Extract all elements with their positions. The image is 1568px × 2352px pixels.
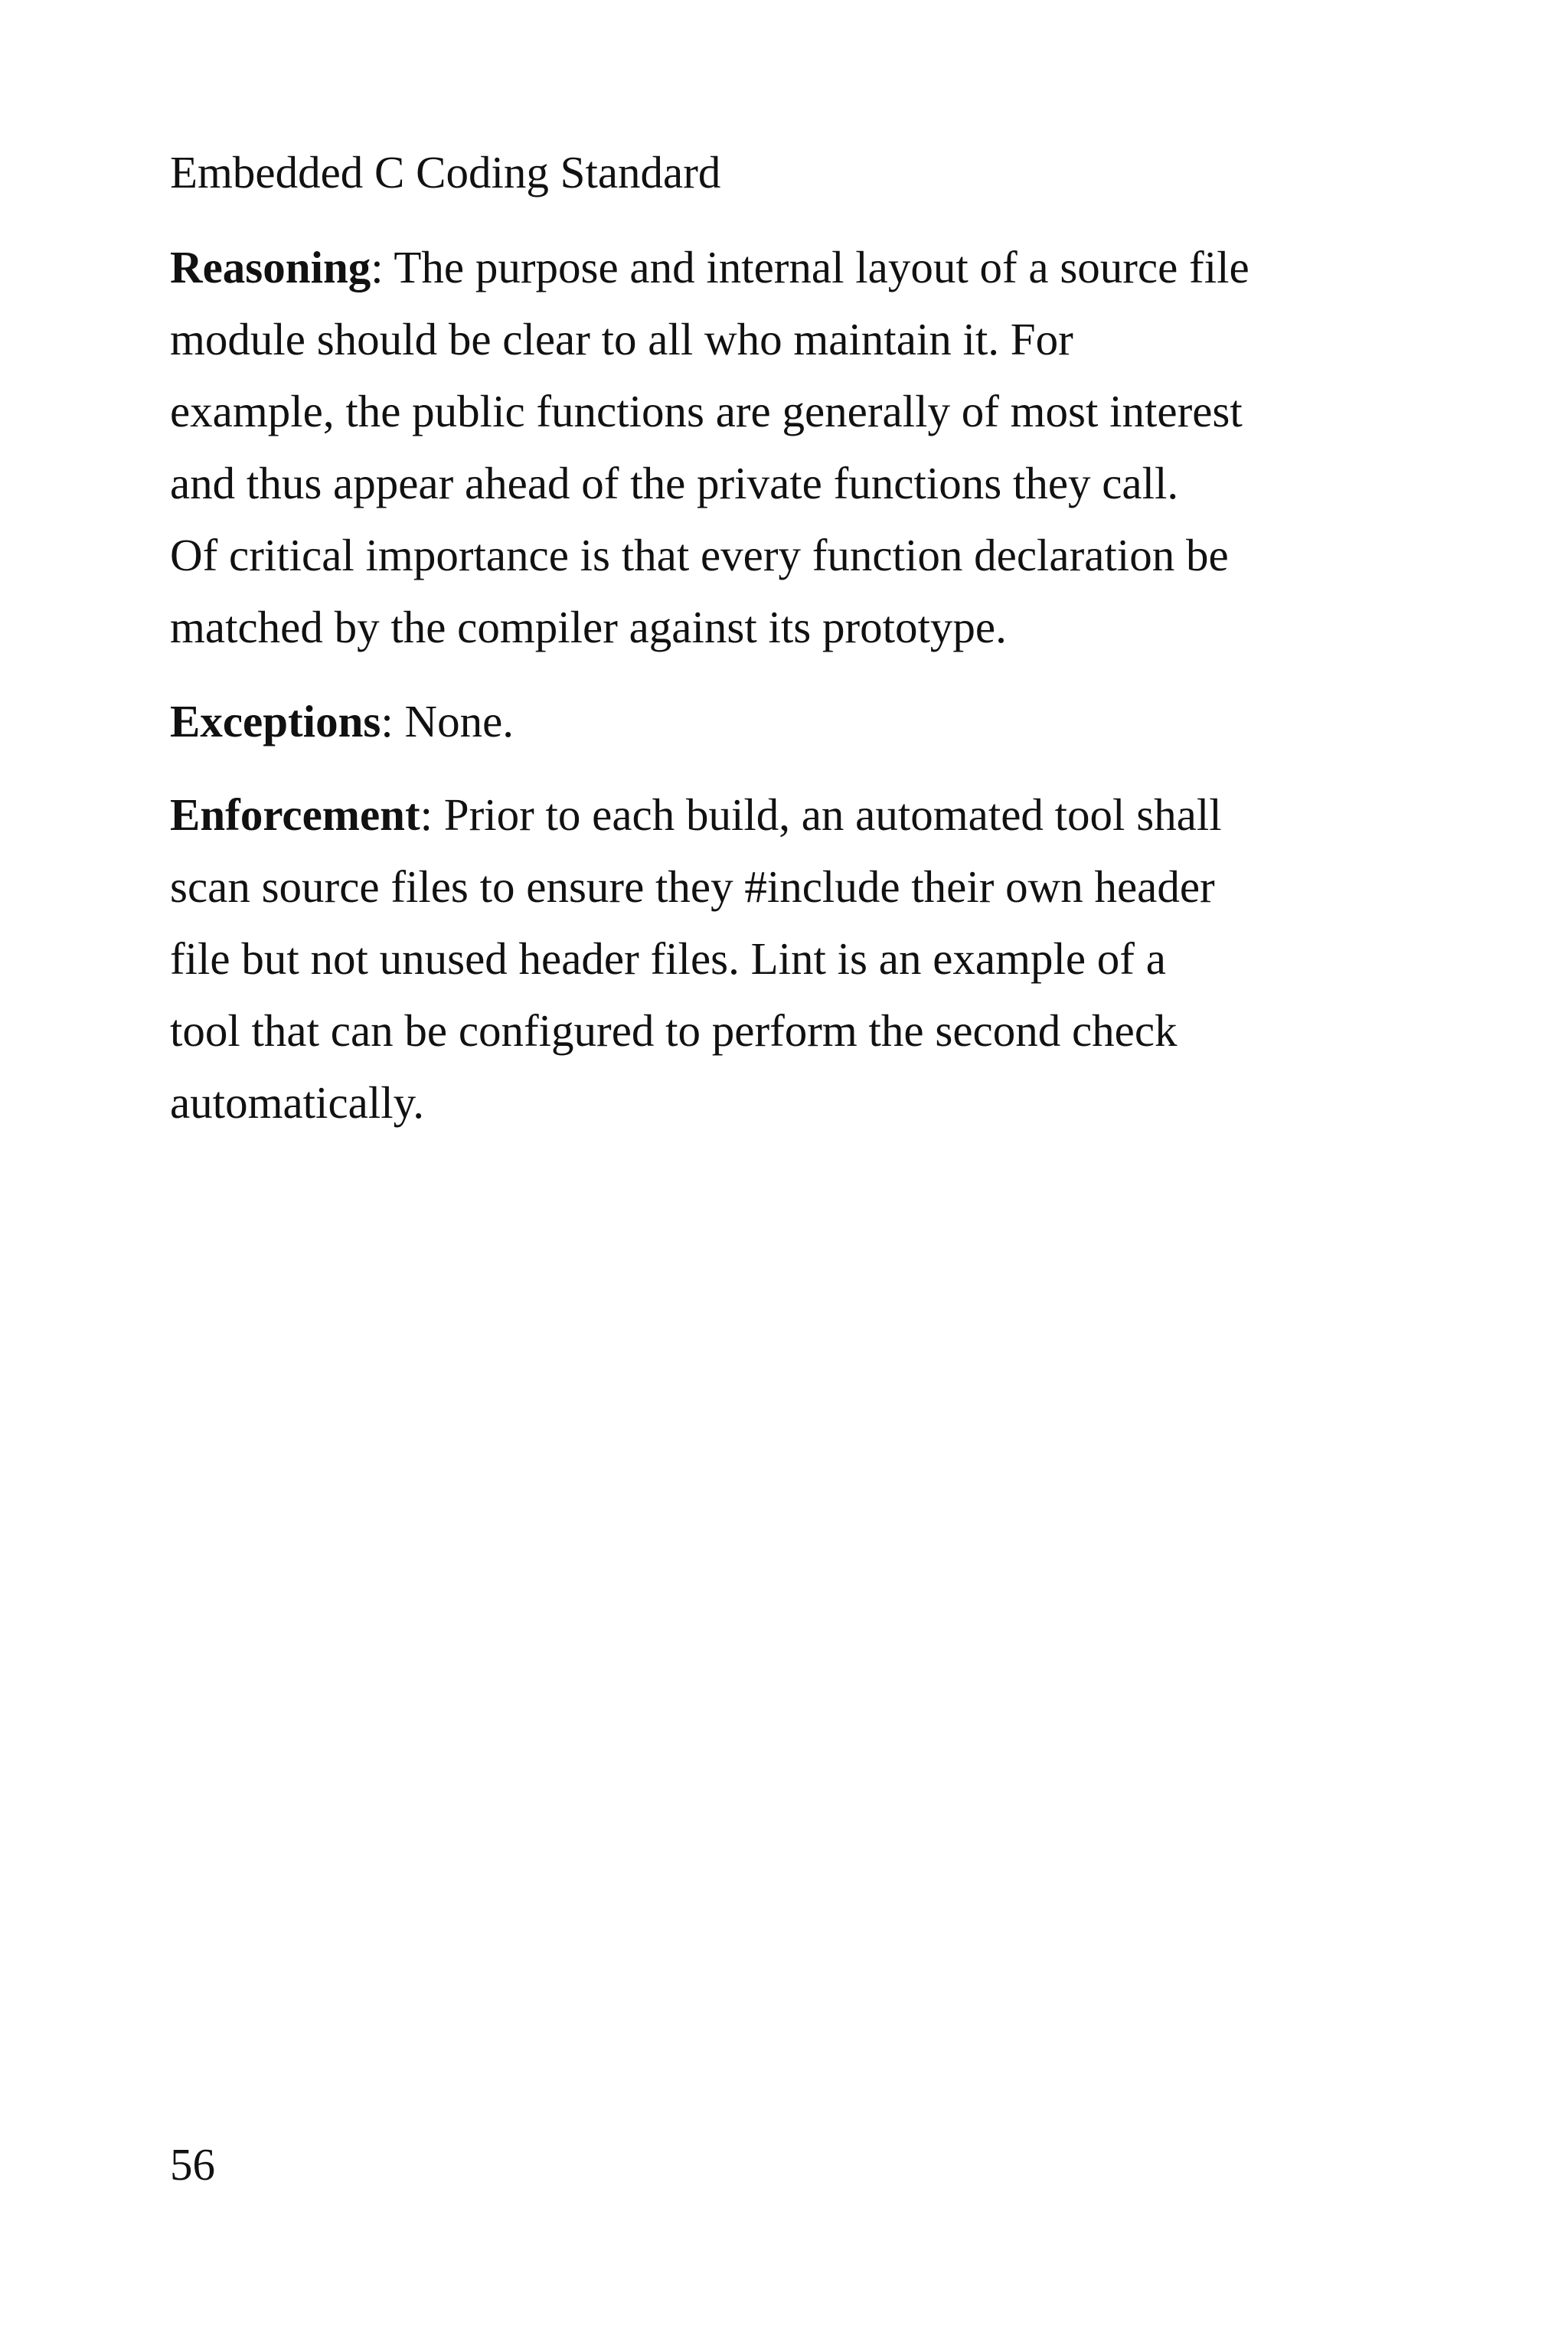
reasoning-section xyxy=(170,231,1364,663)
exceptions-text: : None. xyxy=(381,696,514,746)
exceptions-line xyxy=(170,685,1364,757)
reasoning-text: : The purpose and internal layout of a source file xyxy=(371,242,1250,292)
enforcement-line-2: scan source files to ensure they #include their own header xyxy=(170,861,1215,912)
enforcement-line-5: automatically. xyxy=(170,1077,425,1128)
enforcement-term: Enforcement xyxy=(170,789,420,840)
exceptions-section xyxy=(170,685,1364,757)
reasoning-line-1 xyxy=(170,231,1364,303)
running-header: Embedded C Coding Standard xyxy=(170,147,721,198)
reasoning-term: Reasoning xyxy=(170,242,371,292)
exceptions-term: Exceptions xyxy=(170,696,381,746)
reasoning-line-6: matched by the compiler against its prototype. xyxy=(170,602,1007,652)
enforcement-line-1 xyxy=(170,779,1364,851)
enforcement-section xyxy=(170,779,1364,1138)
reasoning-line-4: and thus appear ahead of the private functions they call. xyxy=(170,458,1179,508)
reasoning-line-2: module should be clear to all who maintain it. For xyxy=(170,314,1073,364)
enforcement-text: : Prior to each build, an automated tool shall xyxy=(420,789,1222,840)
page-number: 56 xyxy=(170,2139,215,2190)
reasoning-line-5: Of critical importance is that every function declaration be xyxy=(170,530,1229,580)
enforcement-line-3: file but not unused header files. Lint is an example of a xyxy=(170,933,1166,984)
reasoning-line-3: example, the public functions are generally of most interest xyxy=(170,386,1243,436)
enforcement-line-4: tool that can be configured to perform the second check xyxy=(170,1005,1178,1056)
